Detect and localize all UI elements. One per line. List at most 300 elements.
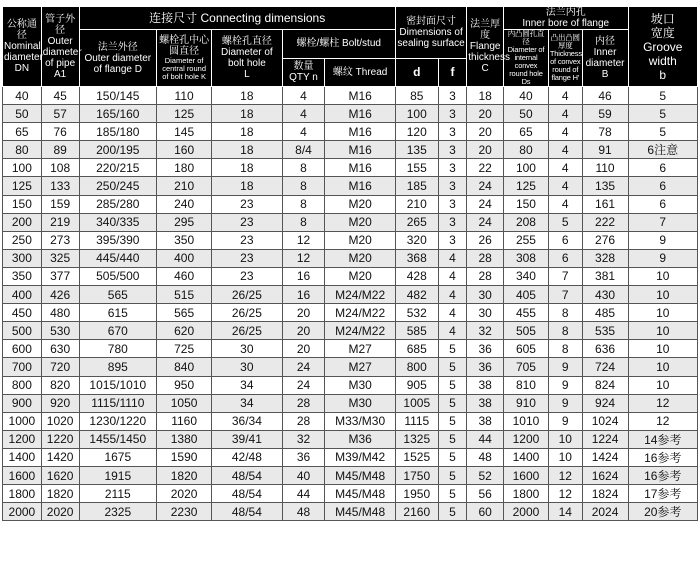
table-cell: 161 — [582, 195, 628, 213]
header-dn-en3: DN — [14, 63, 30, 74]
table-cell: 38 — [467, 412, 504, 430]
table-cell: 1220 — [41, 430, 79, 448]
table-row — [3, 123, 698, 141]
table-cell: 1420 — [41, 448, 79, 466]
table-cell: 2230 — [157, 503, 212, 521]
table-cell: 725 — [157, 340, 212, 358]
table-cell: 65 — [3, 123, 42, 141]
table-row — [3, 412, 698, 430]
header-dn-cn: 公称通径 — [6, 19, 37, 41]
table-cell: 482 — [395, 286, 438, 304]
table-row — [3, 304, 698, 322]
table-cell: 210 — [157, 177, 212, 195]
header-convex-thickness — [548, 30, 582, 87]
table-cell: 8 — [548, 340, 582, 358]
table-cell: 44 — [467, 430, 504, 448]
table-cell: 14参考 — [628, 430, 697, 448]
table-cell: 4 — [548, 159, 582, 177]
header-k-en: Diameter of central round of bolt hole K — [162, 55, 206, 81]
header-inner-bore — [504, 7, 629, 30]
table-cell: 10 — [628, 376, 697, 394]
table-cell: 1590 — [157, 448, 212, 466]
table-cell: 18 — [212, 105, 282, 123]
table-cell: M20 — [325, 249, 395, 267]
table-cell: 48 — [282, 503, 325, 521]
table-cell: 24 — [282, 358, 325, 376]
table-cell: 9 — [548, 394, 582, 412]
table-cell: 4 — [282, 123, 325, 141]
table-cell: 32 — [282, 430, 325, 448]
table-cell: 430 — [582, 286, 628, 304]
table-cell: 450 — [3, 304, 42, 322]
table-cell: M27 — [325, 358, 395, 376]
table-cell: 1380 — [157, 430, 212, 448]
table-cell: 16 — [282, 286, 325, 304]
table-cell: 32 — [467, 322, 504, 340]
header-l-en3: L — [244, 69, 250, 80]
table-cell: 300 — [3, 249, 42, 267]
table-cell: 1820 — [157, 466, 212, 484]
table-cell: 4 — [548, 123, 582, 141]
table-cell: 39/41 — [212, 430, 282, 448]
table-cell: 565 — [79, 286, 157, 304]
table-cell: 20 — [467, 105, 504, 123]
table-cell: M27 — [325, 340, 395, 358]
table-cell: 685 — [395, 340, 438, 358]
table-cell: 4 — [438, 322, 467, 340]
header-d-en1: Outer diameter — [84, 52, 152, 64]
header-h-en: Thickness of convex round of flange H' — [549, 49, 582, 82]
table-cell: 45 — [41, 87, 79, 105]
table-cell: 308 — [504, 249, 549, 267]
table-cell: 110 — [582, 159, 628, 177]
table-cell: 3 — [438, 213, 467, 231]
table-cell: M24/M22 — [325, 304, 395, 322]
table-cell: 42/48 — [212, 448, 282, 466]
table-cell: 4 — [282, 87, 325, 105]
table-row — [3, 159, 698, 177]
table-cell: 18 — [212, 141, 282, 159]
table-cell: 108 — [41, 159, 79, 177]
header-a1-en1: Outer — [47, 35, 73, 47]
table-cell: 820 — [41, 376, 79, 394]
table-cell: 505 — [504, 322, 549, 340]
table-cell: 44 — [282, 485, 325, 503]
table-cell: 3 — [438, 177, 467, 195]
table-cell: 9 — [548, 412, 582, 430]
table-cell: 350 — [3, 267, 42, 285]
table-cell: 480 — [41, 304, 79, 322]
table-cell: 18 — [212, 87, 282, 105]
table-cell: 48 — [467, 448, 504, 466]
table-cell: 23 — [212, 195, 282, 213]
table-cell: 400 — [3, 286, 42, 304]
table-row — [3, 249, 698, 267]
table-cell: 840 — [157, 358, 212, 376]
table-cell: 14 — [548, 503, 582, 521]
table-cell: 46 — [582, 87, 628, 105]
header-inner-diameter — [582, 30, 628, 87]
table-cell: 38 — [467, 394, 504, 412]
table-cell: 1624 — [582, 466, 628, 484]
table-cell: 89 — [41, 141, 79, 159]
table-cell: 1224 — [582, 430, 628, 448]
table-cell: 1005 — [395, 394, 438, 412]
table-cell: 620 — [157, 322, 212, 340]
table-cell: 530 — [41, 322, 79, 340]
table-cell: 368 — [395, 249, 438, 267]
table-cell: 10 — [548, 430, 582, 448]
table-cell: 6 — [548, 231, 582, 249]
table-cell: 56 — [467, 485, 504, 503]
header-ds-en: Diameter of internal convex round hole Ds — [507, 45, 545, 86]
header-seal-en1: Dimensions of — [399, 26, 463, 38]
table-cell: 1010 — [504, 412, 549, 430]
table-cell: 24 — [467, 195, 504, 213]
table-cell: M45/M48 — [325, 503, 395, 521]
table-cell: 1160 — [157, 412, 212, 430]
table-cell: 276 — [582, 231, 628, 249]
table-cell: 8 — [282, 159, 325, 177]
table-cell: 150 — [504, 195, 549, 213]
table-cell: 40 — [282, 466, 325, 484]
table-cell: 1050 — [157, 394, 212, 412]
table-cell: 219 — [41, 213, 79, 231]
table-row — [3, 195, 698, 213]
table-cell: 325 — [41, 249, 79, 267]
table-cell: 26/25 — [212, 322, 282, 340]
header-thread: 螺纹 Thread — [325, 58, 395, 87]
table-cell: 30 — [467, 286, 504, 304]
table-cell: 10 — [628, 304, 697, 322]
table-cell: 4 — [282, 105, 325, 123]
table-cell: 905 — [395, 376, 438, 394]
table-cell: 445/440 — [79, 249, 157, 267]
table-cell: 34 — [212, 394, 282, 412]
table-cell: 1400 — [3, 448, 42, 466]
table-cell: 7 — [548, 286, 582, 304]
table-cell: M24/M22 — [325, 322, 395, 340]
table-cell: 1525 — [395, 448, 438, 466]
table-cell: M39/M42 — [325, 448, 395, 466]
table-cell: 208 — [504, 213, 549, 231]
header-pipe-outer-diameter — [41, 7, 82, 87]
table-cell: 630 — [41, 340, 79, 358]
header-bb-en3: B — [601, 69, 609, 80]
table-cell: 6 — [628, 177, 697, 195]
table-cell: 28 — [282, 394, 325, 412]
table-cell: 500 — [3, 322, 42, 340]
table-cell: 4 — [438, 249, 467, 267]
table-cell: 52 — [467, 466, 504, 484]
table-cell: 48/54 — [212, 503, 282, 521]
table-cell: 5 — [438, 466, 467, 484]
table-row — [3, 87, 698, 105]
header-bolt-stud: 螺栓/螺柱 Bolt/stud — [282, 30, 395, 59]
header-bore-cn: 法兰内孔 — [545, 7, 586, 18]
table-cell: 9 — [628, 231, 697, 249]
table-cell: 1115 — [395, 412, 438, 430]
table-cell: 135 — [395, 141, 438, 159]
table-cell: 9 — [548, 376, 582, 394]
table-cell: 10 — [628, 322, 697, 340]
table-cell: M45/M48 — [325, 485, 395, 503]
table-cell: 1824 — [582, 485, 628, 503]
table-cell: 460 — [157, 267, 212, 285]
table-cell: 50 — [3, 105, 42, 123]
table-cell: 125 — [504, 177, 549, 195]
table-cell: 1200 — [504, 430, 549, 448]
table-cell: 80 — [504, 141, 549, 159]
table-row — [3, 105, 698, 123]
header-f-letter: f — [438, 58, 467, 87]
table-cell: 12 — [548, 485, 582, 503]
header-qty-en: QTY n — [289, 72, 318, 84]
table-cell: 100 — [395, 105, 438, 123]
table-cell: 505/500 — [79, 267, 157, 285]
table-cell: 600 — [3, 340, 42, 358]
table-cell: 1000 — [3, 412, 42, 430]
table-cell: 565 — [157, 304, 212, 322]
table-cell: 185/180 — [79, 123, 157, 141]
table-cell: 1600 — [3, 466, 42, 484]
table-cell: 3 — [438, 159, 467, 177]
table-cell: 724 — [582, 358, 628, 376]
table-cell: 40 — [504, 87, 549, 105]
table-cell: 2024 — [582, 503, 628, 521]
table-cell: 59 — [582, 105, 628, 123]
table-cell: 585 — [395, 322, 438, 340]
table-cell: 16 — [282, 267, 325, 285]
table-row — [3, 213, 698, 231]
table-cell: 426 — [41, 286, 79, 304]
table-cell: M16 — [325, 159, 395, 177]
table-cell: 273 — [41, 231, 79, 249]
table-cell: 515 — [157, 286, 212, 304]
header-c-en1: Flange — [469, 41, 501, 52]
table-cell: 1230/1220 — [79, 412, 157, 430]
header-bore-en: Inner bore of flange — [522, 18, 610, 29]
table-cell: 2000 — [3, 503, 42, 521]
table-cell: 720 — [41, 358, 79, 376]
header-connecting-dimensions: 连接尺寸 Connecting dimensions — [79, 7, 395, 30]
header-convex-hole-diameter — [504, 30, 549, 87]
header-c-en2: thickness — [468, 52, 510, 63]
table-cell: 159 — [41, 195, 79, 213]
table-cell: 1750 — [395, 466, 438, 484]
table-cell: 210 — [395, 195, 438, 213]
table-cell: 780 — [79, 340, 157, 358]
table-cell: 1820 — [41, 485, 79, 503]
table-cell: 23 — [212, 249, 282, 267]
table-cell: 24 — [282, 376, 325, 394]
table-cell: 900 — [3, 394, 42, 412]
table-cell: 1015/1010 — [79, 376, 157, 394]
table-cell: 100 — [3, 159, 42, 177]
table-cell: 5 — [438, 430, 467, 448]
header-l-en2: bolt hole — [227, 58, 266, 69]
table-cell: 1620 — [41, 466, 79, 484]
table-cell: 145 — [157, 123, 212, 141]
table-cell: 4 — [548, 105, 582, 123]
table-cell: 400 — [157, 249, 212, 267]
header-d-letter: d — [395, 58, 438, 87]
header-c-cn: 法兰厚度 — [470, 19, 501, 41]
header-b-en1: Groove — [643, 39, 683, 54]
table-cell: 12 — [282, 231, 325, 249]
table-cell: M45/M48 — [325, 466, 395, 484]
table-cell: M16 — [325, 87, 395, 105]
header-ds-cn: 内凸圆孔直径 — [507, 29, 545, 46]
table-cell: 340 — [504, 267, 549, 285]
table-cell: M24/M22 — [325, 286, 395, 304]
table-cell: 295 — [157, 213, 212, 231]
table-cell: M36 — [325, 430, 395, 448]
table-row — [3, 394, 698, 412]
table-cell: 485 — [582, 304, 628, 322]
header-seal-en2: sealing surface — [397, 37, 465, 49]
table-cell: 532 — [395, 304, 438, 322]
table-cell: 9 — [548, 358, 582, 376]
header-a1-cn: 管子外径 — [45, 13, 76, 36]
header-flange-thickness — [467, 7, 510, 87]
header-a1-en3: of pipe — [45, 57, 76, 69]
table-cell: 20 — [282, 304, 325, 322]
table-cell: 222 — [582, 213, 628, 231]
table-cell: M16 — [325, 123, 395, 141]
table-cell: 12 — [628, 394, 697, 412]
header-flange-outer-diameter — [79, 30, 157, 87]
header-a1-en2: diameter — [42, 46, 82, 58]
table-cell: 85 — [395, 87, 438, 105]
header-a1-en4: A1 — [54, 68, 67, 80]
table-cell: 5 — [438, 412, 467, 430]
table-cell: 22 — [467, 159, 504, 177]
table-cell: 328 — [582, 249, 628, 267]
table-cell: 615 — [79, 304, 157, 322]
table-cell: 350 — [157, 231, 212, 249]
table-cell: 91 — [582, 141, 628, 159]
table-cell: 30 — [467, 304, 504, 322]
table-cell: 12 — [282, 249, 325, 267]
table-cell: 185 — [395, 177, 438, 195]
table-cell: 165/160 — [79, 105, 157, 123]
table-cell: 100 — [504, 159, 549, 177]
table-cell: 28 — [282, 412, 325, 430]
table-cell: 78 — [582, 123, 628, 141]
table-cell: 36 — [467, 340, 504, 358]
table-cell: 2000 — [504, 503, 549, 521]
table-cell: 1950 — [395, 485, 438, 503]
table-cell: 5 — [628, 87, 697, 105]
table-cell: 10 — [628, 340, 697, 358]
table-cell: 125 — [157, 105, 212, 123]
table-cell: 920 — [41, 394, 79, 412]
header-b-cn1: 坡口 — [650, 11, 675, 26]
table-cell: M20 — [325, 195, 395, 213]
table-body — [3, 87, 698, 521]
table-cell: 26/25 — [212, 304, 282, 322]
table-cell: 150 — [3, 195, 42, 213]
table-row — [3, 231, 698, 249]
table-row — [3, 141, 698, 159]
table-cell: 200/195 — [79, 141, 157, 159]
header-d-en2: of flange D — [93, 63, 142, 75]
table-cell: 6注意 — [628, 141, 697, 159]
header-dn-en1: Nominal — [4, 41, 41, 52]
table-row — [3, 267, 698, 285]
table-cell: 36 — [282, 448, 325, 466]
table-cell: 36 — [467, 358, 504, 376]
header-bb-cn: 内径 — [595, 36, 616, 47]
header-c-en3: C — [481, 63, 489, 74]
table-cell: 133 — [41, 177, 79, 195]
table-cell: 636 — [582, 340, 628, 358]
table-cell: 1200 — [3, 430, 42, 448]
table-cell: 5 — [438, 503, 467, 521]
table-cell: 12 — [548, 466, 582, 484]
table-cell: 4 — [438, 267, 467, 285]
header-k-cn: 螺栓孔中心圆直径 — [159, 34, 210, 57]
table-cell: 265 — [395, 213, 438, 231]
table-cell: 135 — [582, 177, 628, 195]
table-row — [3, 358, 698, 376]
table-cell: 200 — [3, 213, 42, 231]
table-cell: 3 — [438, 123, 467, 141]
table-cell: 23 — [212, 231, 282, 249]
table-cell: 4 — [438, 286, 467, 304]
table-cell: 824 — [582, 376, 628, 394]
table-cell: 5 — [628, 123, 697, 141]
table-cell: 2020 — [157, 485, 212, 503]
table-cell: 76 — [41, 123, 79, 141]
table-cell: 5 — [438, 485, 467, 503]
table-cell: 30 — [212, 340, 282, 358]
table-cell: 5 — [438, 394, 467, 412]
table-cell: 1800 — [504, 485, 549, 503]
table-cell: 10 — [548, 448, 582, 466]
table-cell: 250 — [3, 231, 42, 249]
table-cell: 18 — [212, 123, 282, 141]
header-dn-en2: diameter — [4, 52, 43, 63]
table-cell: 10 — [628, 286, 697, 304]
table-cell: 8 — [282, 213, 325, 231]
table-cell: 1020 — [41, 412, 79, 430]
table-cell: 40 — [3, 87, 42, 105]
table-cell: 4 — [548, 87, 582, 105]
header-b-cn2: 宽度 — [650, 25, 675, 40]
table-cell: 3 — [438, 105, 467, 123]
table-cell: 8 — [282, 195, 325, 213]
table-cell: 2160 — [395, 503, 438, 521]
table-cell: 60 — [467, 503, 504, 521]
table-header — [3, 7, 698, 87]
table-cell: 220/215 — [79, 159, 157, 177]
table-cell: 34 — [212, 376, 282, 394]
table-cell: 155 — [395, 159, 438, 177]
table-cell: 700 — [3, 358, 42, 376]
table-cell: 20 — [282, 322, 325, 340]
header-bolt-hole-diameter — [212, 30, 282, 87]
table-cell: 26/25 — [212, 286, 282, 304]
header-bolt-circle-diameter — [157, 30, 212, 87]
table-cell: M20 — [325, 267, 395, 285]
table-cell: 8/4 — [282, 141, 325, 159]
table-row — [3, 340, 698, 358]
table-row — [3, 376, 698, 394]
table-cell: 1675 — [79, 448, 157, 466]
table-cell: 4 — [438, 304, 467, 322]
